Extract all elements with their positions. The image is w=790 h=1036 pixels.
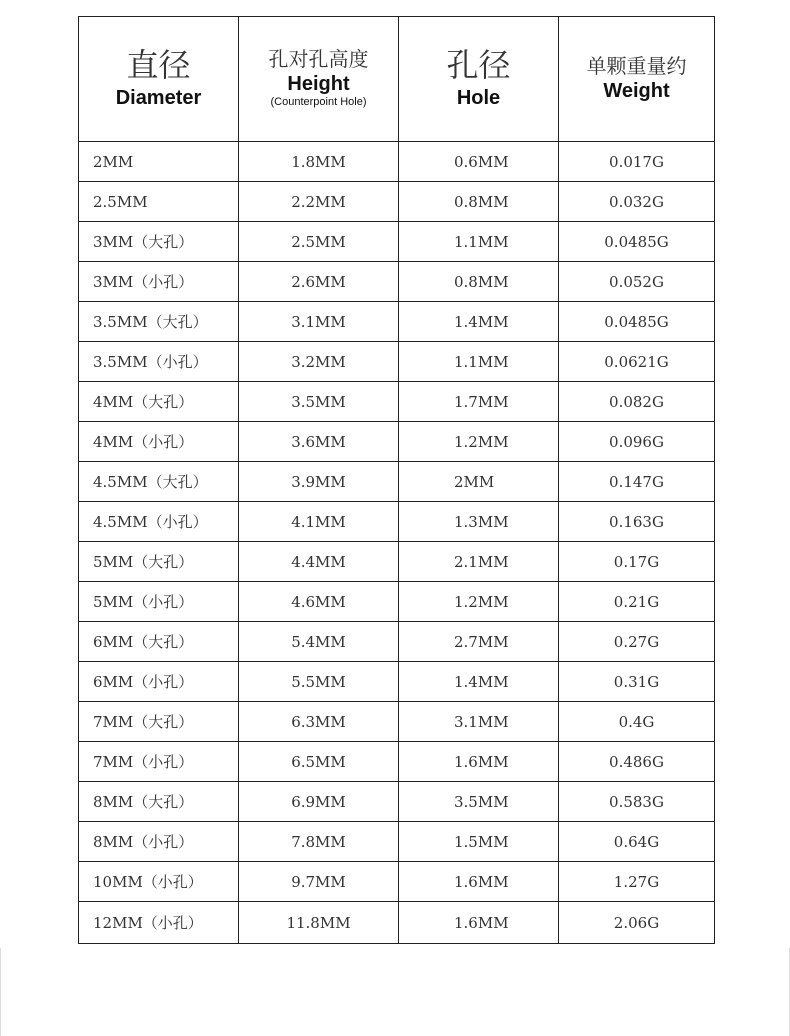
spec-table [78,16,715,944]
header-height-zh: 孔对孔高度 [268,47,369,72]
cell-diameter: 4.5MM（大孔） [79,462,239,502]
cell-weight: 0.4G [559,702,715,742]
cell-diameter: 12MM（小孔） [79,902,239,944]
header-hole [399,17,559,142]
cell-hole: 1.1MM [399,222,559,262]
cell-weight: 0.052G [559,262,715,302]
header-weight-zh: 单颗重量约 [586,54,687,78]
cell-weight: 0.082G [559,382,715,422]
cell-weight: 0.163G [559,502,715,542]
cell-diameter: 3MM（大孔） [79,222,239,262]
cell-height: 2.6MM [239,262,399,302]
cell-height: 4.1MM [239,502,399,542]
table-row [79,502,715,542]
cell-height: 3.6MM [239,422,399,462]
cell-height: 7.8MM [239,822,399,862]
cell-height: 2.2MM [239,182,399,222]
cell-hole: 0.8MM [399,262,559,302]
cell-diameter: 3.5MM（小孔） [79,342,239,382]
cell-weight: 2.06G [559,902,715,944]
header-weight-en: Weight [603,80,670,102]
table-row [79,462,715,502]
cell-height: 11.8MM [239,902,399,944]
cell-height: 5.4MM [239,622,399,662]
cell-hole: 1.1MM [399,342,559,382]
table-row [79,542,715,582]
table-row [79,822,715,862]
cell-hole: 2.1MM [399,542,559,582]
cell-hole: 2.7MM [399,622,559,662]
header-height-sub: (Counterpoint Hole) [270,96,367,109]
table-row [79,582,715,622]
cell-hole: 1.6MM [399,862,559,902]
cell-weight: 0.0485G [559,222,715,262]
cell-diameter: 5MM（小孔） [79,582,239,622]
cell-diameter: 3.5MM（大孔） [79,302,239,342]
cell-weight: 0.147G [559,462,715,502]
header-hole-en: Hole [456,86,501,109]
header-diameter-en: Diameter [115,86,202,109]
table-row [79,622,715,662]
table-body [79,142,715,944]
header-diameter-zh: 直径 [126,46,191,85]
table-row [79,262,715,302]
cell-hole: 3.5MM [399,782,559,822]
header-diameter [79,17,239,142]
cell-diameter: 4MM（大孔） [79,382,239,422]
cell-hole: 1.4MM [399,662,559,702]
header-hole-zh: 孔径 [446,46,511,85]
cell-weight: 0.583G [559,782,715,822]
cell-hole: 1.3MM [399,502,559,542]
cell-diameter: 4.5MM（小孔） [79,502,239,542]
cell-hole: 0.6MM [399,142,559,182]
table-row [79,862,715,902]
cell-weight: 0.096G [559,422,715,462]
table-row [79,342,715,382]
cell-weight: 0.017G [559,142,715,182]
table-row [79,382,715,422]
cell-diameter: 5MM（大孔） [79,542,239,582]
header-height-en: Height [287,73,350,96]
cell-height: 6.5MM [239,742,399,782]
cell-weight: 0.17G [559,542,715,582]
cell-hole: 1.6MM [399,902,559,944]
table-row [79,222,715,262]
cell-diameter: 8MM（大孔） [79,782,239,822]
cell-diameter: 6MM（小孔） [79,662,239,702]
cell-diameter: 7MM（小孔） [79,742,239,782]
cell-weight: 0.0621G [559,342,715,382]
table-row [79,782,715,822]
cell-height: 3.1MM [239,302,399,342]
cell-height: 3.9MM [239,462,399,502]
cell-weight: 0.64G [559,822,715,862]
cell-diameter: 2MM [79,142,239,182]
cell-diameter: 7MM（大孔） [79,702,239,742]
cell-height: 4.4MM [239,542,399,582]
cell-weight: 1.27G [559,862,715,902]
cell-height: 4.6MM [239,582,399,622]
cell-height: 1.8MM [239,142,399,182]
cell-weight: 0.27G [559,622,715,662]
cell-height: 9.7MM [239,862,399,902]
cell-hole: 1.5MM [399,822,559,862]
header-weight [559,17,715,142]
cell-hole: 2MM [399,462,559,502]
cell-weight: 0.032G [559,182,715,222]
cell-height: 3.5MM [239,382,399,422]
cell-diameter: 10MM（小孔） [79,862,239,902]
cell-hole: 3.1MM [399,702,559,742]
table-row [79,742,715,782]
cell-weight: 0.486G [559,742,715,782]
cell-hole: 1.6MM [399,742,559,782]
cell-height: 6.3MM [239,702,399,742]
cell-hole: 1.7MM [399,382,559,422]
cell-weight: 0.0485G [559,302,715,342]
table-row [79,142,715,182]
table-row [79,422,715,462]
cell-diameter: 6MM（大孔） [79,622,239,662]
header-height [239,17,399,142]
cell-hole: 1.4MM [399,302,559,342]
cell-height: 3.2MM [239,342,399,382]
cell-diameter: 3MM（小孔） [79,262,239,302]
cell-hole: 1.2MM [399,582,559,622]
cell-weight: 0.21G [559,582,715,622]
table-row [79,182,715,222]
cell-diameter: 2.5MM [79,182,239,222]
page-edge-left [0,948,1,1036]
cell-height: 2.5MM [239,222,399,262]
cell-diameter: 4MM（小孔） [79,422,239,462]
cell-hole: 1.2MM [399,422,559,462]
cell-height: 5.5MM [239,662,399,702]
cell-diameter: 8MM（小孔） [79,822,239,862]
cell-hole: 0.8MM [399,182,559,222]
table-row [79,662,715,702]
cell-height: 6.9MM [239,782,399,822]
table-row [79,702,715,742]
cell-weight: 0.31G [559,662,715,702]
table-header-row [79,17,715,142]
table-row [79,302,715,342]
table-row [79,902,715,944]
